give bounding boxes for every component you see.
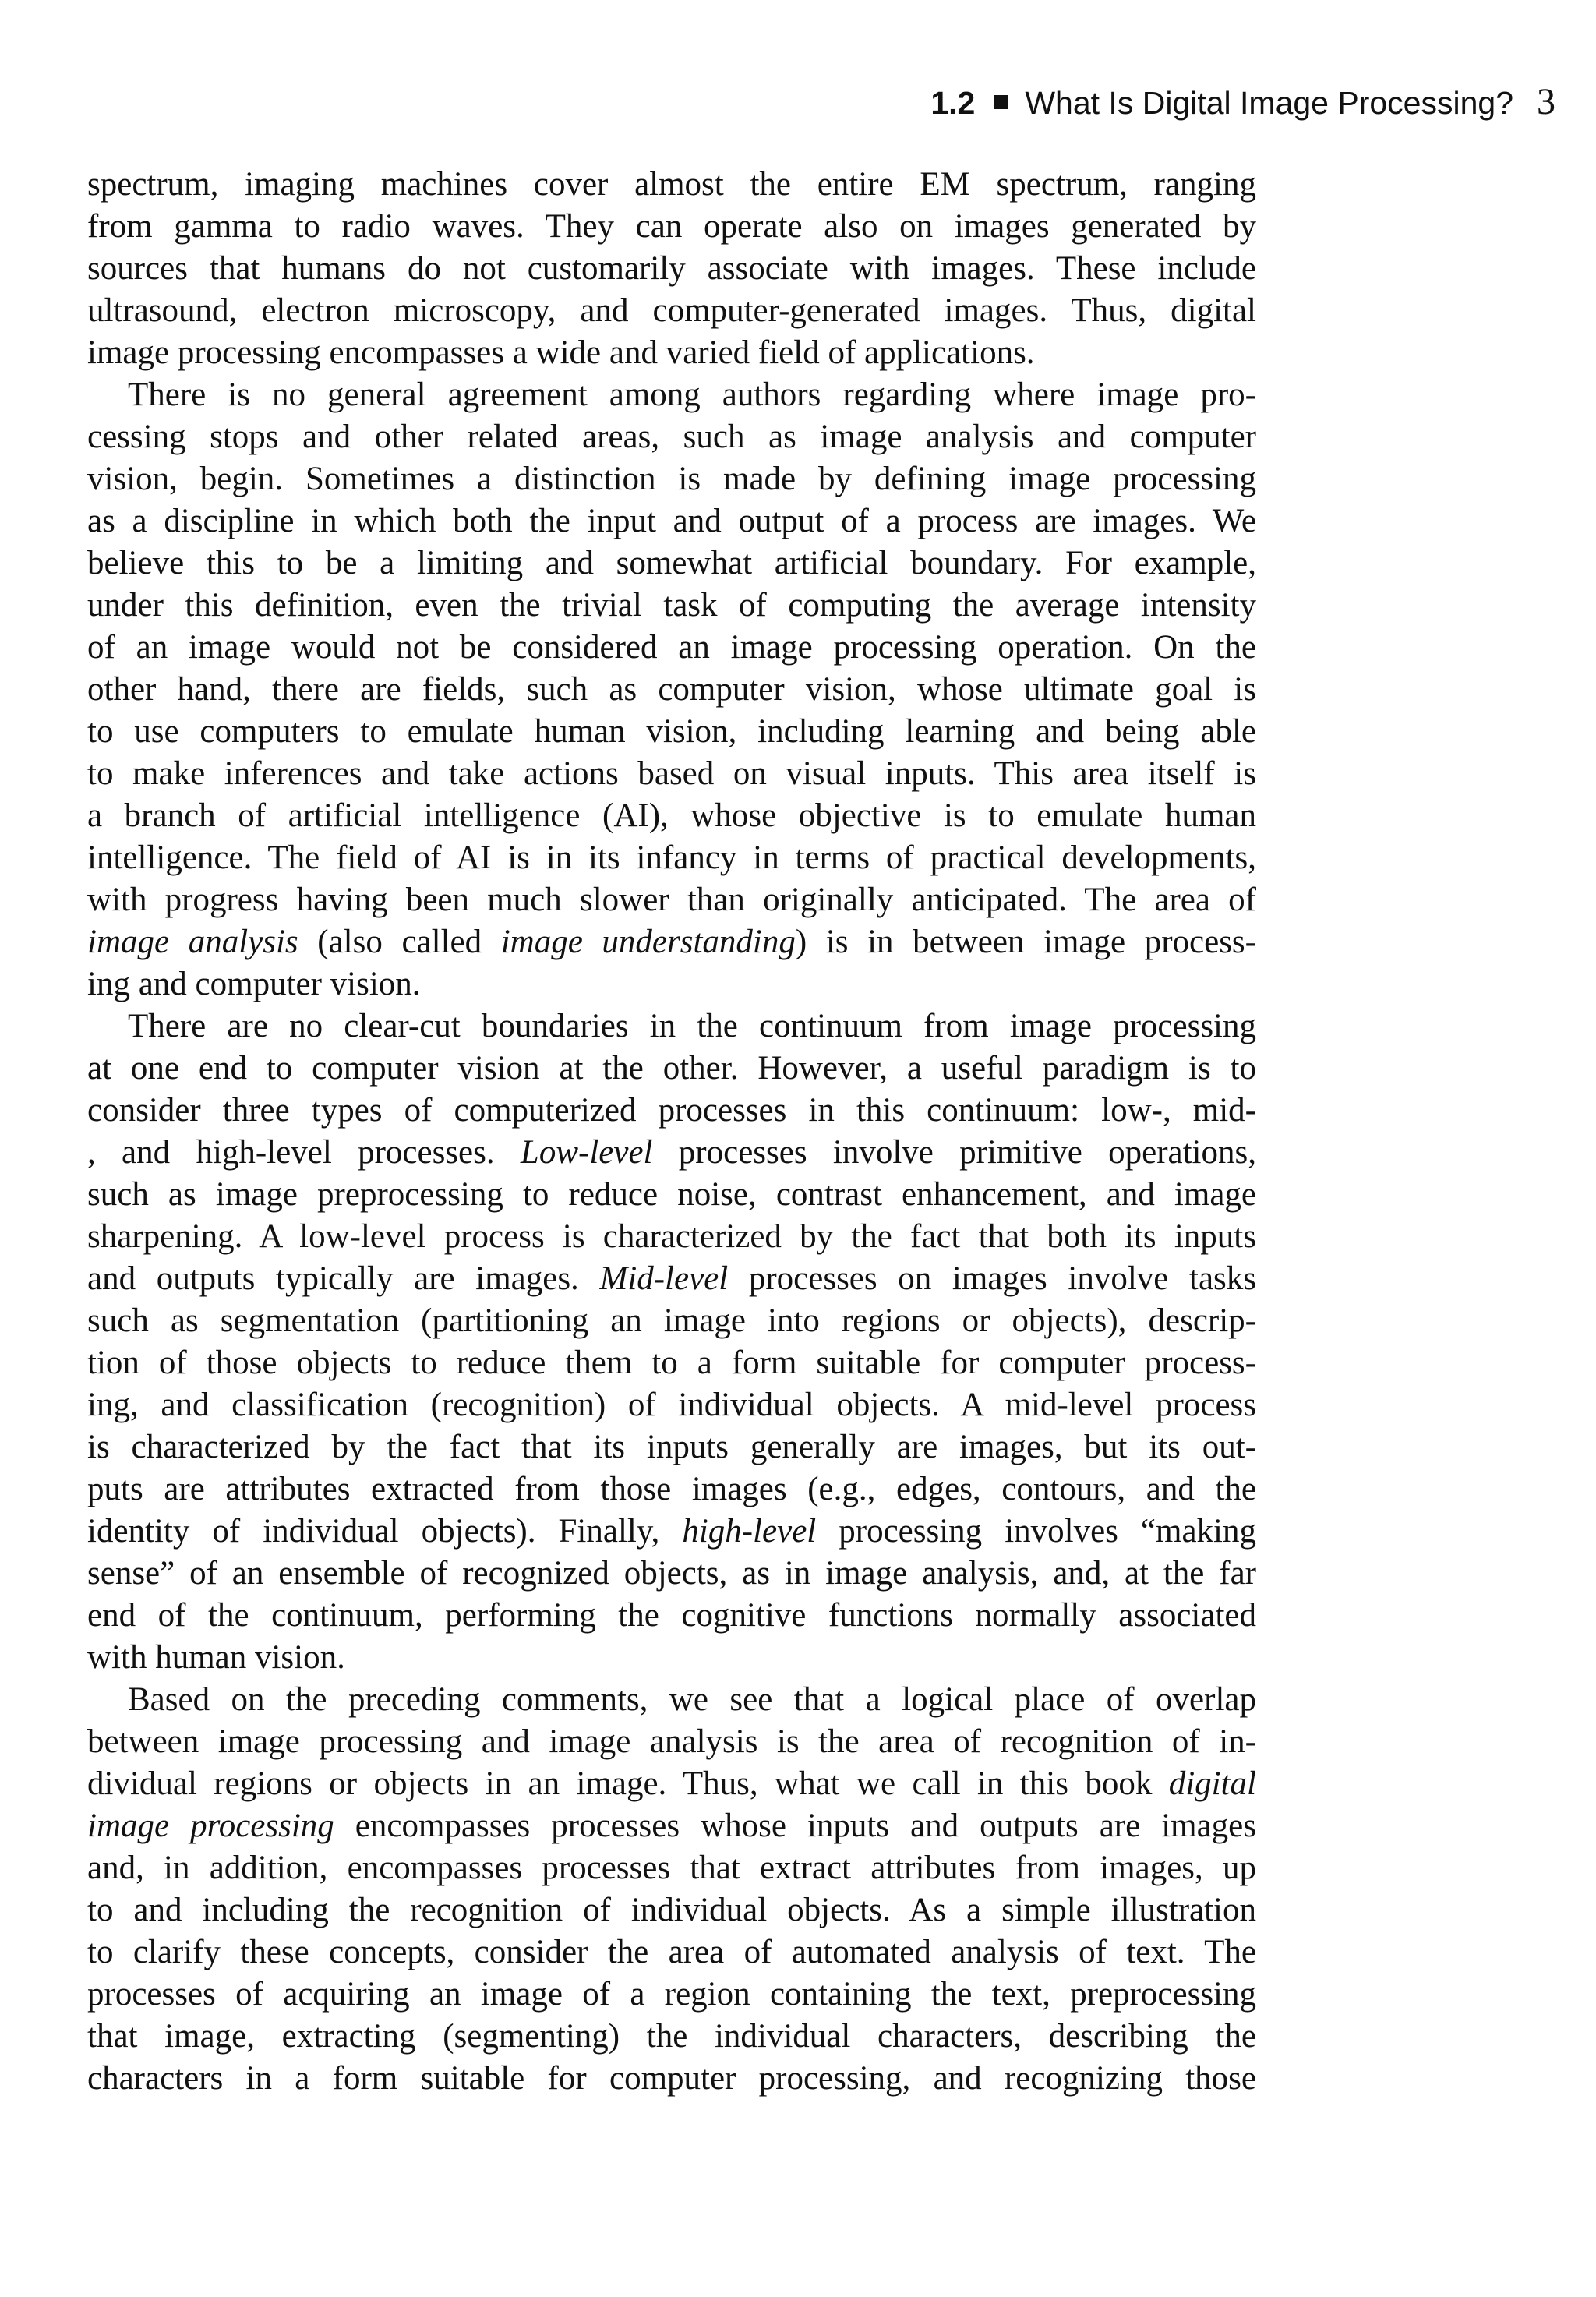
text-line: with human vision. (87, 1639, 345, 1676)
text-line: from gamma to radio waves. They can operate also on images generated by (87, 208, 1256, 245)
text-line (87, 1805, 1256, 1847)
text-line: sense” of an ensemble of recognized objects, as in image analysis, and, at the far (87, 1555, 1256, 1592)
text-line: ultrasound, electron microscopy, and computer-generated images. Thus, digital (87, 292, 1256, 329)
emphasis-term: image analysis (87, 924, 298, 960)
running-head (930, 82, 1555, 123)
text-line (87, 1258, 1256, 1300)
text-run: processing involves “making (816, 1513, 1256, 1550)
text-line: other hand, there are fields, such as computer vision, whose ultimate goal is (87, 671, 1256, 708)
emphasis-term: digital (1168, 1765, 1256, 1802)
text-line: is characterized by the fact that its inputs generally are images, but its out- (87, 1429, 1256, 1465)
text-line: end of the continuum, performing the cognitive functions normally associated (87, 1597, 1256, 1634)
text-line: believe this to be a limiting and somewhat artificial boundary. For example, (87, 545, 1256, 581)
text-line: consider three types of computerized processes in this continuum: low-, mid- (87, 1092, 1256, 1129)
text-line: a branch of artificial intelligence (AI), whose objective is to emulate human (87, 797, 1256, 834)
text-run: and outputs typically are images. (87, 1260, 600, 1297)
text-run: encompasses processes whose inputs and outputs are images (334, 1808, 1256, 1844)
text-run: ) is in between image process- (795, 924, 1256, 960)
text-line: to make inferences and take actions based on visual inputs. This area itself is (87, 755, 1256, 792)
square-bullet-icon (994, 95, 1008, 109)
emphasis-term: image understanding (500, 924, 796, 960)
body-text (87, 164, 1256, 2100)
section-title: What Is Digital Image Processing? (1025, 85, 1513, 121)
section-number: 1.2 (930, 85, 976, 121)
text-line: There is no general agreement among authors regarding where image pro- (128, 376, 1256, 413)
text-line: sharpening. A low-level process is characterized by the fact that both its inputs (87, 1218, 1256, 1255)
text-line (87, 1763, 1256, 1805)
paragraph-3 (87, 1005, 1256, 1679)
text-run: identity of individual objects). Finally, (87, 1513, 683, 1550)
text-line: to and including the recognition of individual objects. As a simple illustration (87, 1892, 1256, 1928)
text-line: processes of acquiring an image of a region containing the text, preprocessing (87, 1976, 1256, 2013)
text-line: sources that humans do not customarily associate with images. These include (87, 250, 1256, 287)
text-line: There are no clear-cut boundaries in the continuum from image processing (128, 1008, 1256, 1044)
text-line: intelligence. The field of AI is in its infancy in terms of practical developments, (87, 839, 1256, 876)
text-run: (also called (298, 924, 501, 960)
text-line: Based on the preceding comments, we see that a logical place of overlap (128, 1681, 1256, 1718)
text-line: such as image preprocessing to reduce noise, contrast enhancement, and image (87, 1176, 1256, 1213)
text-line: vision, begin. Sometimes a distinction is made by defining image processing (87, 461, 1256, 497)
text-line: to clarify these concepts, consider the area of automated analysis of text. The (87, 1934, 1256, 1970)
text-line: of an image would not be considered an image processing operation. On the (87, 629, 1256, 666)
text-line: spectrum, imaging machines cover almost the entire EM spectrum, ranging (87, 166, 1256, 203)
paragraph-1 (87, 164, 1256, 374)
text-line (87, 1132, 1256, 1174)
text-run: processes involve primitive operations, (652, 1134, 1256, 1171)
paragraph-2 (87, 374, 1256, 1005)
emphasis-term: image processing (87, 1808, 334, 1844)
text-line: under this definition, even the trivial task of computing the average intensity (87, 587, 1256, 624)
text-line: puts are attributes extracted from those images (e.g., edges, contours, and the (87, 1471, 1256, 1507)
emphasis-term: Low-level (520, 1134, 653, 1171)
text-line: ing and computer vision. (87, 966, 421, 1002)
page-number: 3 (1537, 81, 1555, 122)
text-line: ing, and classification (recognition) of individual objects. A mid-level process (87, 1387, 1256, 1423)
text-line: tion of those objects to reduce them to a form suitable for computer process- (87, 1345, 1256, 1381)
text-line: characters in a form suitable for computer processing, and recognizing those (87, 2060, 1256, 2097)
text-line: cessing stops and other related areas, such as image analysis and computer (87, 419, 1256, 455)
paragraph-4 (87, 1679, 1256, 2100)
text-line: to use computers to emulate human vision, including learning and being able (87, 713, 1256, 750)
text-line (87, 921, 1256, 963)
emphasis-term: high-level (682, 1513, 817, 1550)
text-line: as a discipline in which both the input and output of a process are images. We (87, 503, 1256, 539)
text-line: between image processing and image analysis is the area of recognition of in- (87, 1723, 1256, 1760)
text-line: at one end to computer vision at the other. However, a useful paradigm is to (87, 1050, 1256, 1087)
text-line: with progress having been much slower than originally anticipated. The area of (87, 882, 1256, 918)
text-run: , and high-level processes. (87, 1134, 521, 1171)
text-line: image processing encompasses a wide and varied field of applications. (87, 334, 1035, 371)
text-line: and, in addition, encompasses processes that extract attributes from images, up (87, 1850, 1256, 1886)
text-run: processes on images involve tasks (728, 1260, 1256, 1297)
text-run: dividual regions or objects in an image. Thus, what we call in this book (87, 1765, 1169, 1802)
text-line: such as segmentation (partitioning an image into regions or objects), descrip- (87, 1302, 1256, 1339)
emphasis-term: Mid-level (599, 1260, 729, 1297)
text-line (87, 1511, 1256, 1553)
text-line: that image, extracting (segmenting) the individual characters, describing the (87, 2018, 1256, 2055)
